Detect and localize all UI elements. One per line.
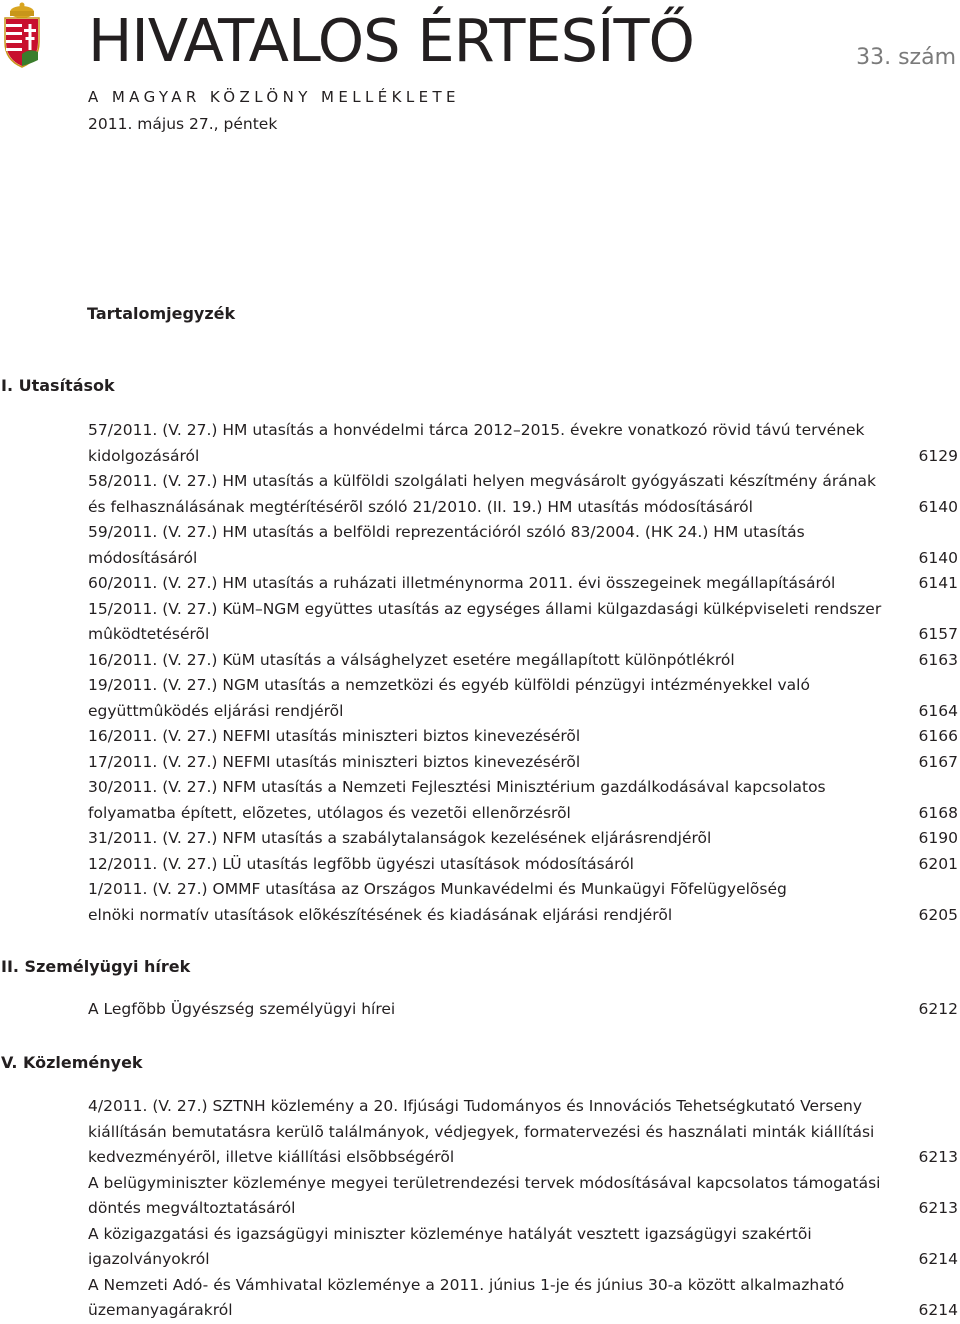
toc-entry-line: elnöki normatív utasítások elõkészítésének és kiadásának eljárási rendjérõl bbox=[88, 905, 673, 924]
section-entries bbox=[88, 418, 958, 928]
issue-number: 33. szám bbox=[856, 45, 956, 70]
toc-entry-line: kidolgozásáról bbox=[88, 446, 200, 465]
toc-entry-line: módosításáról bbox=[88, 548, 198, 567]
toc-entry[interactable] bbox=[88, 648, 958, 674]
toc-entry[interactable] bbox=[88, 1094, 958, 1171]
toc-entry-line: 60/2011. (V. 27.) HM utasítás a ruházati illetménynorma 2011. évi összegeinek megállapításáról bbox=[88, 574, 836, 592]
toc-entry-line: 17/2011. (V. 27.) NEFMI utasítás miniszteri biztos kinevezésérõl bbox=[88, 752, 581, 771]
toc-entry-page: 6201 bbox=[918, 854, 958, 873]
toc-entry[interactable] bbox=[88, 750, 958, 776]
toc-entry-line: 58/2011. (V. 27.) HM utasítás a külföldi szolgálati helyen megvásárolt gyógyászati készítmény árának bbox=[88, 472, 876, 490]
section-heading: II. Személyügyi hírek bbox=[1, 957, 191, 976]
toc-entry-line: döntés megváltoztatásáról bbox=[88, 1199, 296, 1217]
toc-entry-line: 16/2011. (V. 27.) NEFMI utasítás miniszteri biztos kinevezésérõl bbox=[88, 727, 581, 745]
toc-entry-page: 6163 bbox=[918, 650, 958, 669]
toc-entry[interactable] bbox=[88, 826, 958, 852]
toc-entry-line: 16/2011. (V. 27.) KüM utasítás a válsághelyzet esetére megállapított különpótlékról bbox=[88, 650, 735, 669]
toc-entry-line: mûködtetésérõl bbox=[88, 625, 210, 643]
toc-entry-line: igazolványokról bbox=[88, 1250, 210, 1268]
toc-entry-line: üzemanyagárakról bbox=[88, 1301, 233, 1319]
toc-entry-line: és felhasználásának megtérítésérõl szóló 21/2010. (II. 19.) HM utasítás módosításáról bbox=[88, 497, 753, 516]
toc-entry-page: 6168 bbox=[918, 803, 958, 822]
toc-entry-line: 1/2011. (V. 27.) OMMF utasítása az Országos Munkavédelmi és Munkaügyi Fõfelügyelõség bbox=[88, 880, 787, 898]
toc-entry[interactable] bbox=[88, 1171, 958, 1222]
toc-entry[interactable] bbox=[88, 1222, 958, 1273]
toc-entry-page: 6214 bbox=[918, 1301, 958, 1319]
toc-entry-page: 6129 bbox=[918, 446, 958, 465]
section-heading: V. Közlemények bbox=[1, 1053, 143, 1072]
toc-entry-page: 6141 bbox=[918, 574, 958, 592]
toc-entry[interactable] bbox=[88, 724, 958, 750]
toc-entry[interactable] bbox=[88, 571, 958, 597]
toc-entry-line: 31/2011. (V. 27.) NFM utasítás a szabálytalanságok kezelésének eljárásrendjérõl bbox=[88, 829, 712, 847]
toc-entry-line: 4/2011. (V. 27.) SZTNH közlemény a 20. Ifjúsági Tudományos és Innovációs Tehetségkutató Verseny bbox=[88, 1097, 862, 1115]
toc-entry[interactable] bbox=[88, 673, 958, 724]
toc-entry-line: A közigazgatási és igazságügyi miniszter közleménye hatályát vesztett igazságügyi szakértõi bbox=[88, 1224, 812, 1243]
publication-title: HIVATALOS ÉRTESÍTŐ bbox=[88, 6, 694, 75]
toc-entry-page: 6164 bbox=[918, 701, 958, 720]
toc-entry-line: A belügyminiszter közleménye megyei területrendezési tervek módosításával kapcsolatos támogatási bbox=[88, 1173, 881, 1192]
toc-entry-line: A Nemzeti Adó- és Vámhivatal közleménye a 2011. június 1-je és június 30-a között alkalmazható bbox=[88, 1275, 845, 1294]
toc-entry-line: A Legfõbb Ügyészség személyügyi hírei bbox=[88, 1000, 396, 1018]
toc-entry[interactable] bbox=[88, 520, 958, 571]
toc-entry-page: 6140 bbox=[918, 548, 958, 567]
section-entries bbox=[88, 1094, 958, 1324]
coat-of-arms-icon bbox=[2, 2, 42, 70]
toc-entry-page: 6213 bbox=[918, 1148, 958, 1166]
publication-date: 2011. május 27., péntek bbox=[88, 115, 278, 133]
toc-entry-page: 6166 bbox=[918, 727, 958, 745]
toc-entry[interactable] bbox=[88, 997, 958, 1023]
toc-entry-page: 6190 bbox=[918, 829, 958, 847]
toc-heading: Tartalomjegyzék bbox=[87, 304, 236, 323]
section-heading: I. Utasítások bbox=[1, 376, 115, 395]
toc-entry-line: együttmûködés eljárási rendjérõl bbox=[88, 701, 344, 720]
toc-entry-page: 6205 bbox=[918, 905, 958, 924]
toc-entry-page: 6213 bbox=[918, 1199, 958, 1217]
section-entries bbox=[88, 997, 958, 1023]
toc-entry-page: 6140 bbox=[918, 497, 958, 516]
toc-entry[interactable] bbox=[88, 877, 958, 928]
toc-entry-line: folyamatba épített, elõzetes, utólagos és vezetõi ellenõrzésrõl bbox=[88, 803, 571, 822]
toc-entry[interactable] bbox=[88, 775, 958, 826]
toc-entry[interactable] bbox=[88, 852, 958, 878]
toc-entry-line: 19/2011. (V. 27.) NGM utasítás a nemzetközi és egyéb külföldi pénzügyi intézményekkel való bbox=[88, 676, 810, 694]
toc-entry-line: kedvezményérõl, illetve kiállítási elsõbbségérõl bbox=[88, 1148, 455, 1166]
toc-entry[interactable] bbox=[88, 597, 958, 648]
toc-entry-line: 30/2011. (V. 27.) NFM utasítás a Nemzeti Fejlesztési Minisztérium gazdálkodásával kapcsolatos bbox=[88, 778, 826, 796]
toc-entry-line: kiállításán bemutatásra kerülõ találmányok, védjegyek, formatervezési és használati minták kiállítási bbox=[88, 1122, 875, 1141]
toc-entry-page: 6212 bbox=[918, 1000, 958, 1018]
toc-entry-page: 6214 bbox=[918, 1250, 958, 1268]
toc-entry-line: 12/2011. (V. 27.) LÜ utasítás legfõbb ügyészi utasítások módosításáról bbox=[88, 854, 634, 873]
toc-entry-page: 6167 bbox=[918, 752, 958, 771]
toc-entry[interactable] bbox=[88, 1273, 958, 1324]
toc-entry-line: 15/2011. (V. 27.) KüM–NGM együttes utasítás az egységes állami külgazdasági külképviseleti rendszer bbox=[88, 599, 882, 618]
toc-entry-line: 57/2011. (V. 27.) HM utasítás a honvédelmi tárca 2012–2015. évekre vonatkozó rövid távú tervének bbox=[88, 421, 865, 439]
publication-subtitle: A MAGYAR KÖZLÖNY MELLÉKLETE bbox=[88, 88, 460, 106]
toc-entry-line: 59/2011. (V. 27.) HM utasítás a belföldi reprezentációról szóló 83/2004. (HK 24.) HM utasítás bbox=[88, 523, 805, 541]
toc-entry[interactable] bbox=[88, 469, 958, 520]
toc-entry-page: 6157 bbox=[918, 625, 958, 643]
toc-entry[interactable] bbox=[88, 418, 958, 469]
